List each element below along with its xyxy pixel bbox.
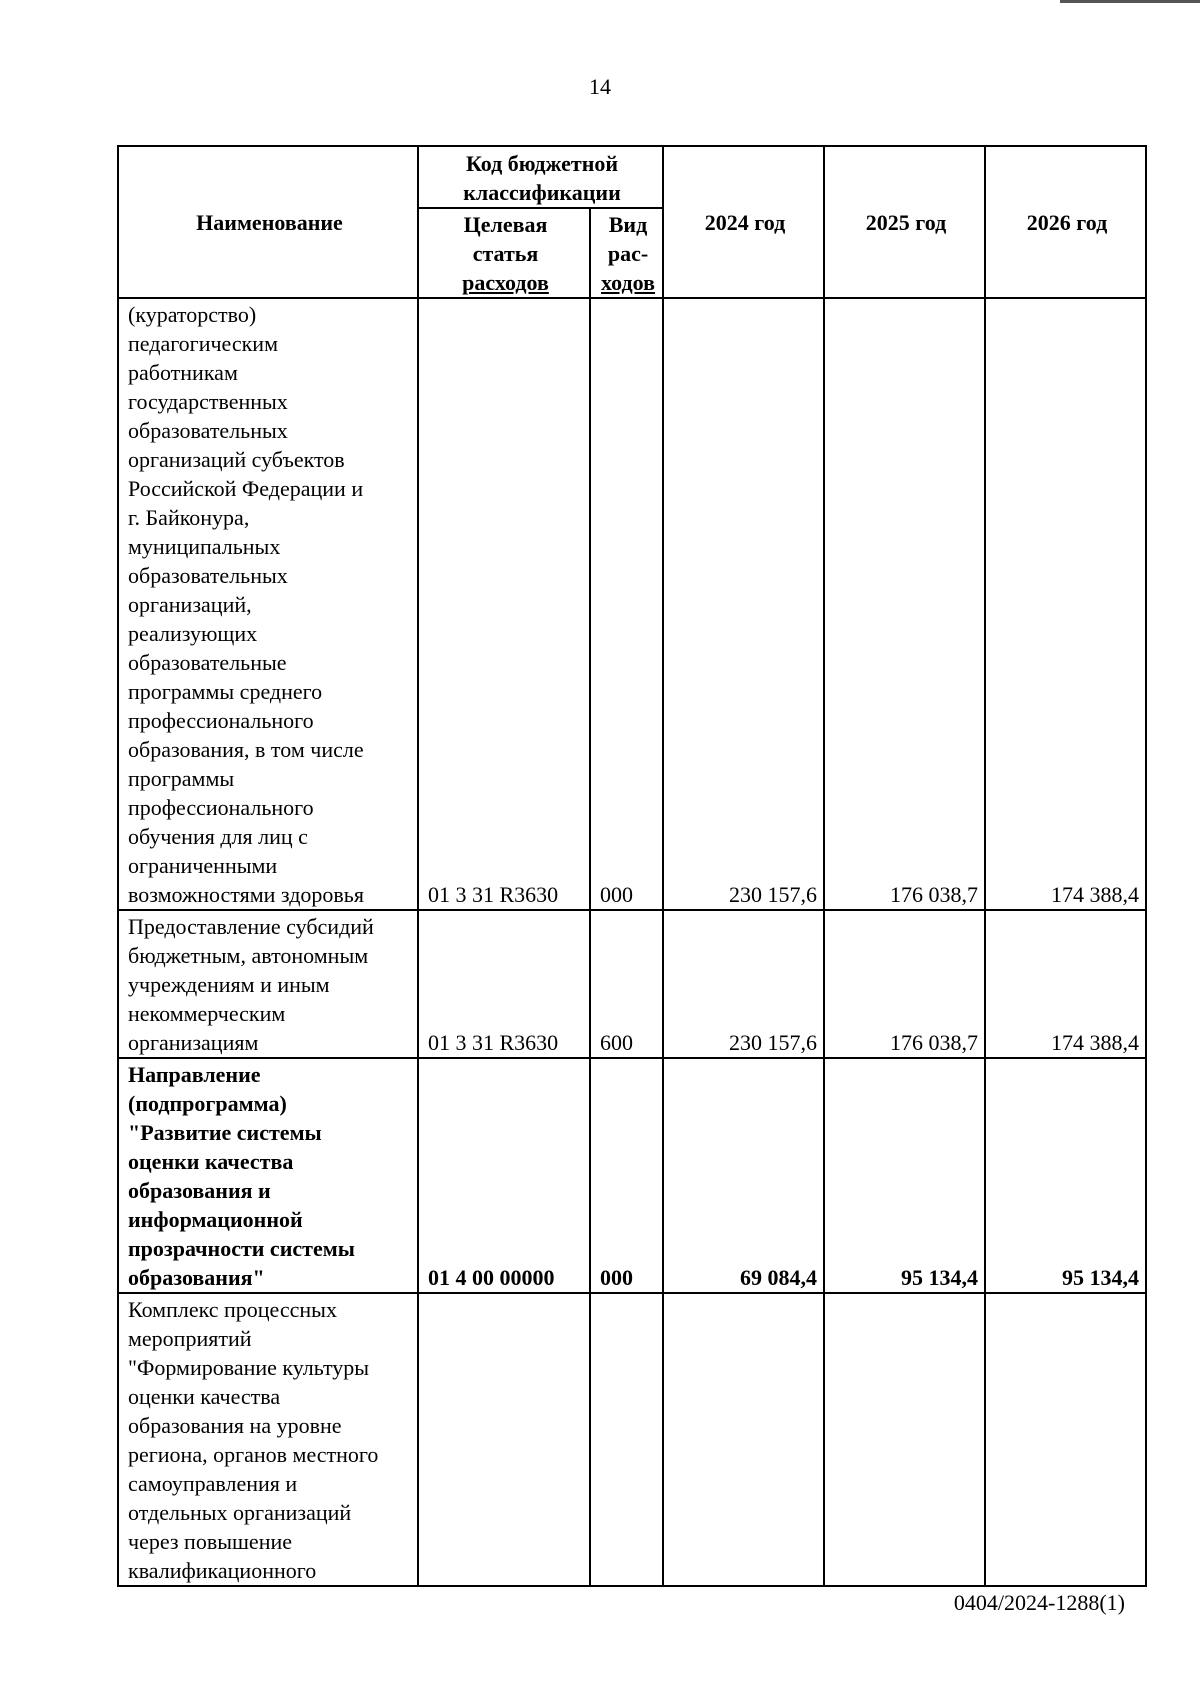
- row-value-2024: 230 157,6: [663, 298, 824, 910]
- row-value-2026: 174 388,4: [985, 298, 1146, 910]
- table-body: [118, 298, 1146, 1586]
- row-value-2026: 174 388,4: [985, 910, 1146, 1058]
- row-code: 01 3 31 R3630: [418, 298, 590, 910]
- top-edge-rule: [1060, 0, 1200, 3]
- header-name: Наименование: [118, 146, 418, 298]
- row-name: Комплекс процессных мероприятий "Формирование культуры оценки качества образования на уровне региона, органов местного самоуправления и отдельных организаций через повышение квалификационного: [118, 1293, 418, 1586]
- row-value-2025: [824, 1293, 985, 1586]
- page-number: 14: [589, 74, 611, 99]
- header-2025: 2025 год: [824, 146, 985, 298]
- row-value-2024: 69 084,4: [663, 1058, 824, 1293]
- row-name: (кураторство) педагогическим работникам государственных образовательных организаций субъектов Российской Федерации и г. Байконура, муниципальных образовательных организаций, реализующих образовательные программы среднего профессионального образования, в том числе программы профессионального обучения для лиц с ограниченными возможностями здоровья: [118, 298, 418, 910]
- table-row: [118, 910, 1146, 1058]
- row-value-2025: 95 134,4: [824, 1058, 985, 1293]
- row-name: Предоставление субсидий бюджетным, автономным учреждениям и иным некоммерческим организациям: [118, 910, 418, 1058]
- header-expense-type: Вид рас- ходов: [590, 208, 663, 298]
- header-code-group: Код бюджетной классификации: [418, 146, 663, 208]
- row-value-2025: 176 038,7: [824, 298, 985, 910]
- row-value-2024: [663, 1293, 824, 1586]
- row-code: [418, 1293, 590, 1586]
- header-2026: 2026 год: [985, 146, 1146, 298]
- header-2024: 2024 год: [663, 146, 824, 298]
- table-row: [118, 1293, 1146, 1586]
- header-target-article: Целевая статья расходов: [418, 208, 590, 298]
- row-value-2026: 95 134,4: [985, 1058, 1146, 1293]
- budget-table: [117, 145, 1147, 1587]
- row-expense-type: 000: [590, 298, 663, 910]
- document-id: 0404/2024-1288(1): [953, 1590, 1125, 1615]
- row-value-2024: 230 157,6: [663, 910, 824, 1058]
- row-expense-type: 000: [590, 1058, 663, 1293]
- row-code: 01 4 00 00000: [418, 1058, 590, 1293]
- row-name: Направление (подпрограмма) "Развитие системы оценки качества образования и информационной прозрачности системы образования": [118, 1058, 418, 1293]
- table-row: [118, 1058, 1146, 1293]
- row-expense-type: 600: [590, 910, 663, 1058]
- table-row: [118, 298, 1146, 910]
- row-code: 01 3 31 R3630: [418, 910, 590, 1058]
- row-value-2026: [985, 1293, 1146, 1586]
- row-value-2025: 176 038,7: [824, 910, 985, 1058]
- row-expense-type: [590, 1293, 663, 1586]
